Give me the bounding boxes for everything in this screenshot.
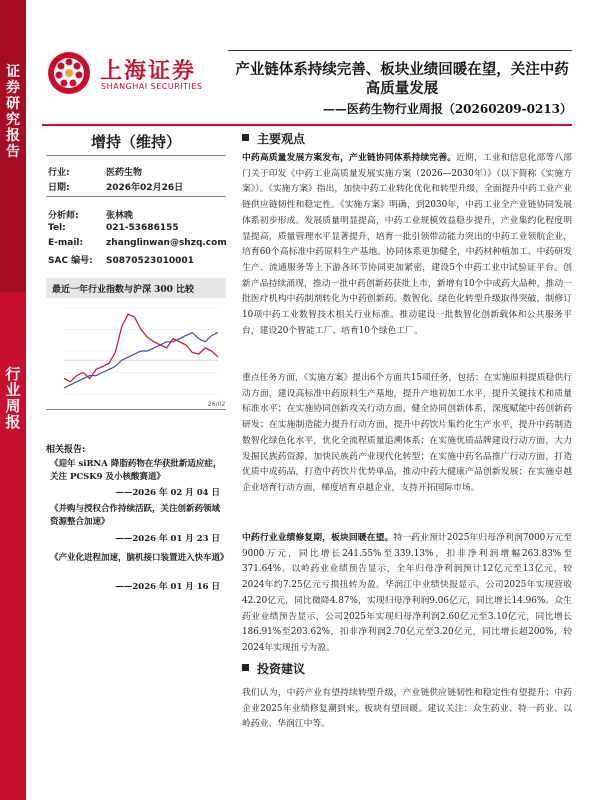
analyst-email <box>48 238 227 248</box>
paragraph-tasks <box>242 371 572 497</box>
report-type-label: 证券研究报告 <box>6 64 20 160</box>
related-report-3[interactable]: 《产业化进程加速，脑机接口装置进入快车道》 <box>50 553 229 563</box>
chart-series-line-1 <box>64 314 218 382</box>
section-heading-investment <box>242 660 305 677</box>
paragraph-body: 我们认为，中药产业有望持续转型升级，产业链供应链韧性和稳定性有望提升；中药企业2025年业绩修复潮到来，板块有望回暖。建议关注：众生药业、特一药业、以岭药业、华润江中等。 <box>242 688 572 730</box>
meta-key: 分析师: <box>48 211 79 221</box>
meta-value: 张林晚 <box>106 211 134 221</box>
brand-logo <box>46 50 216 100</box>
meta-value: S0870523010001 <box>106 256 194 266</box>
paragraph-body: 重点任务方面，《实施方案》提出6个方面共15项任务，包括：在实施原料提质稳供行动方面，建设高标准中药原料生产基地，提升产地初加工水平，提升关键技术和质量标准水平；在实施协同创新攻关行动方面，健全协同创新体系，深度赋能中药创新药研发；在实施制造能力提升行动方面，提升中药饮片集约化生产水平，提升中药制造数智化绿色化水平，优化全流程质量追溯体系；在实施优质品牌建设行动方面，大力发掘民族药资源，加快民族药产业现代化转型；在实施中药名品推广行动方面，打造优质中成药品，打造中药饮片优势单品，推动中药大健康产品创新发展；在实施卓越企业培育行动方面，梯度培育卓越企业，支持开拓国际市场。 <box>242 373 572 493</box>
meta-value: 021-53686155 <box>106 223 179 233</box>
report-title: 产业链体系持续完善、板块业绩回暖在望，关注中药高质量发展 <box>235 61 569 97</box>
paragraph-earnings <box>242 531 572 657</box>
analyst-name <box>48 208 133 221</box>
section-heading-main-points <box>242 130 305 147</box>
brand-logo-icon <box>46 50 92 96</box>
chart-x-tick-label: 26/02 <box>208 401 226 408</box>
brand-name-en: SHANGHAI SECURITIES <box>101 82 203 91</box>
title-divider <box>42 124 572 126</box>
related-report-1[interactable]: 《迎年 siRNA 降脂药物在华获批新适应症，关注 PCSK9 及小核酸赛道》 <box>50 459 222 482</box>
analyst-sac <box>48 253 194 266</box>
rating-label: 增持（维持） <box>90 133 181 151</box>
related-heading: 相关报告: <box>46 445 86 455</box>
meta-key: Tel: <box>48 223 66 233</box>
meta-key: 行业: <box>48 168 70 178</box>
paragraph-recommendation <box>242 686 572 733</box>
square-bullet-icon <box>242 134 249 141</box>
square-bullet-icon <box>242 664 249 671</box>
related-report-2[interactable]: 《并购与授权合作持续活跃，关注创新药领域资源整合加速》 <box>50 504 221 527</box>
chart-svg <box>46 300 226 410</box>
meta-value: 医药生物 <box>106 168 143 178</box>
analyst-divider <box>46 196 226 197</box>
meta-industry <box>48 165 142 178</box>
paragraph-lead: 中药高质量发展方案发布，产业链协同体系持续完善。 <box>242 153 457 163</box>
meta-key: 日期: <box>48 183 70 193</box>
brand-name-cn: 上海证券 <box>100 59 197 84</box>
index-comparison-chart <box>46 300 226 410</box>
header-rule <box>228 50 572 51</box>
meta-value: 2026年02月26日 <box>106 183 184 193</box>
paragraph-body: 近期，工业和信息化部等八部门关于印发《中药工业高质量发展实施方案（2026—2030年）》（以下简称《实施方案》）。《实施方案》指出，加快中药工业转化优化和转型升级，全面提升中药工业产业链供应链韧性和稳定性。《实施方案》明确，到2030年，中药工业全产业链协同发展体系初步形成。发展质量明显提高，中药工业规模效益稳步提升，产业集约化程度明显提高，质量管理水平显著提升，培育一批引领带动能力突出的中药工业领航企业，培育60个高标准中药原料生产基地。协同体系更加健全，中药材种植加工、中药研发生产、流通服务等上下游各环节协同更加紧密，建设5个中药工业中试验证平台。创新产品持续涌现，推动一批中药创新药获批上市，新增有10个中成药大品种，推动一批医疗机构中药制剂转化为中药创新药。数智化、绿色化转型升级取得突破，制修订10项中药工业数智技术相关行业标准。推动建设一批数智化创新载体和公共服务平台，建设20个智能工厂、培育10个绿色工厂。 <box>242 153 572 336</box>
analyst-tel <box>48 223 179 233</box>
section-heading-text: 主要观点 <box>257 132 306 146</box>
report-section-label: 行业周报 <box>5 365 21 431</box>
paragraph-lead: 中药行业业绩修复期，板块回暖在望。 <box>242 533 394 543</box>
meta-key: SAC 编号: <box>48 256 93 266</box>
rating-divider <box>46 155 226 156</box>
meta-key: E-mail: <box>48 238 84 248</box>
related-report-date-3: ——2026 年 01 月 16 日 <box>115 582 220 592</box>
related-report-date-2: ——2026 年 01 月 23 日 <box>115 534 220 544</box>
meta-date <box>48 180 183 193</box>
paragraph-body: 特一药业预计2025年归母净利润7000万元至9000万元，同比增长241.55%至339.13%，扣非净利润增幅263.83%至371.64%。以岭药业业绩预告显示，全年归母净利润预计12亿元至13亿元，较2024年约7.25亿元亏损扭转为盈。华润江中业绩快报显示，公司2025年实现营收42.20亿元，同比微降4.87%，实现归母净利润9.06亿元，同比增长14.96%。众生药业业绩预告显示，公司2025年实现归母净利润2.60亿元至3.10亿元，同比增长186.91%至203.62%，扣非净利润2.70亿元至3.20亿元，同比增长超200%，较2024年实现扭亏为盈。 <box>242 533 572 653</box>
section-heading-text: 投资建议 <box>257 662 306 676</box>
paragraph-policy <box>242 151 572 339</box>
chart-title: 最近一年行业指数与沪深 300 比较 <box>46 278 226 298</box>
report-subtitle: ——医药生物行业周报（20260209-0213） <box>322 102 572 116</box>
related-report-date-1: ——2026 年 02 月 04 日 <box>115 488 220 498</box>
meta-value[interactable]: zhanglinwan@shzq.com <box>106 238 227 248</box>
